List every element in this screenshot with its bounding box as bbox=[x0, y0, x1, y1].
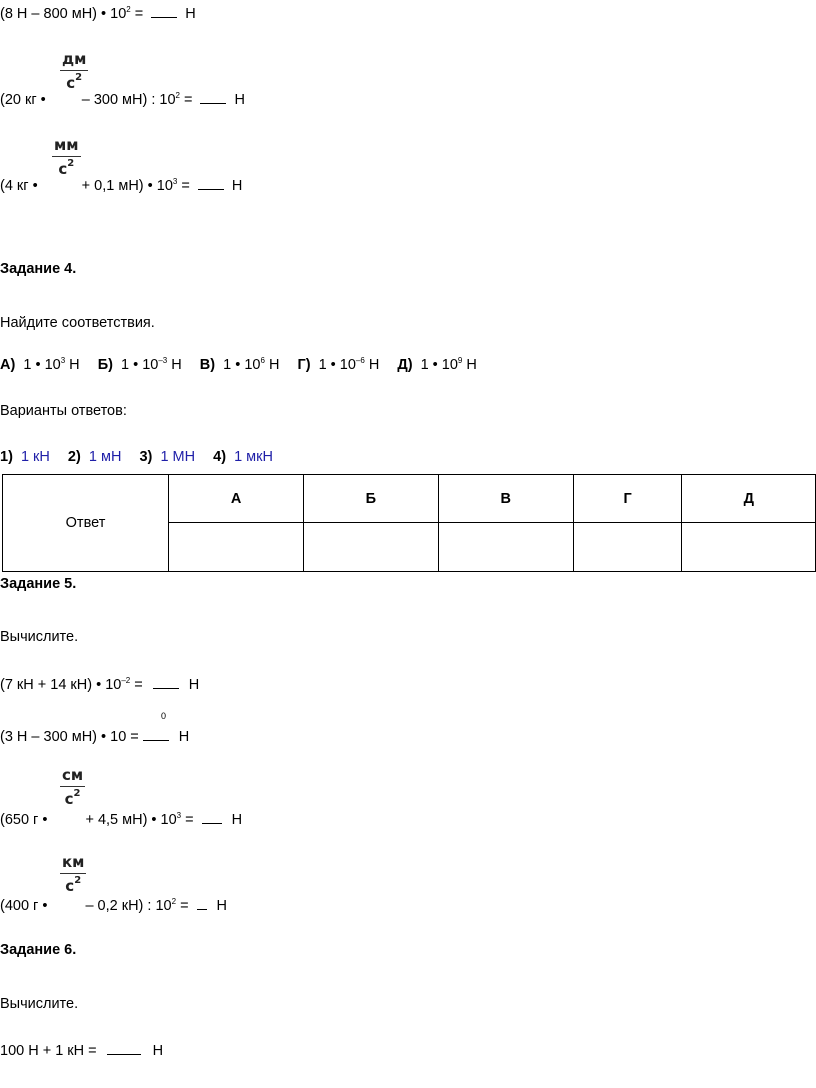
variants-label: Варианты ответов: bbox=[0, 403, 127, 419]
expression-line: (650 г • + 4,5 мН) • $10^3 = Н$ bbox=[0, 811, 243, 828]
answer-blank[interactable] bbox=[202, 812, 222, 824]
answer-blank[interactable] bbox=[198, 178, 224, 190]
expression-line: (3 Н – 300 мН) • 10 = Н bbox=[0, 729, 190, 745]
option-v: В) 1 • $10^6$ Н bbox=[199, 356, 280, 373]
answer-row-label: Ответ bbox=[3, 475, 169, 572]
answer-cell[interactable] bbox=[304, 523, 438, 572]
variant-4: 1 мкН bbox=[234, 449, 273, 465]
fraction-km-per-s2: км $с^2$ bbox=[62, 853, 85, 895]
task4-instruction: Найдите соответствия. bbox=[0, 315, 155, 331]
answer-cell[interactable] bbox=[169, 523, 304, 572]
task5-instruction: Вычислите. bbox=[0, 629, 79, 645]
task4-variants: 1) 1 кН 2) 1 мН 3) 1 МН 4) 1 мкН bbox=[0, 449, 273, 465]
stray-superscript: 0 bbox=[161, 711, 167, 721]
expression-line: (4 кг • + 0,1 мН) • $10^3 = Н$ bbox=[0, 177, 243, 194]
expression-line: (20 кг • – 300 мН) : $10^2 = Н$ bbox=[0, 91, 245, 108]
variant-2: 1 мН bbox=[88, 449, 122, 465]
answer-blank[interactable] bbox=[151, 6, 177, 18]
task4-options bbox=[0, 358, 477, 373]
expression-line: (7 кН + 14 кН) • $10^{-2} = Н$ bbox=[0, 676, 200, 693]
answer-table bbox=[2, 474, 816, 572]
option-a: А) 1 • $10^3$ Н bbox=[0, 356, 80, 373]
answer-blank[interactable] bbox=[143, 729, 169, 741]
option-b: Б) 1 • $10^{-3}$ Н bbox=[97, 356, 182, 373]
task4-title: Задание 4. bbox=[0, 261, 77, 277]
answer-cell[interactable] bbox=[682, 523, 816, 572]
fraction-mm-per-s2: мм $с^2$ bbox=[54, 136, 79, 178]
answer-blank[interactable] bbox=[107, 1043, 141, 1055]
task6-instruction: Вычислите. bbox=[0, 996, 79, 1012]
answer-blank[interactable] bbox=[197, 898, 207, 910]
column-header: Д bbox=[682, 475, 816, 523]
column-header: Г bbox=[573, 475, 682, 523]
task5-title: Задание 5. bbox=[0, 576, 77, 592]
variant-1: 1 кН bbox=[20, 449, 50, 465]
answer-cell[interactable] bbox=[573, 523, 682, 572]
variant-3: 1 МН bbox=[160, 449, 196, 465]
expression-line: (400 г • – 0,2 кН) : $10^2 = Н$ bbox=[0, 897, 228, 914]
answer-blank[interactable] bbox=[153, 677, 179, 689]
column-header: В bbox=[438, 475, 573, 523]
option-g: Г) 1 • $10^{-6}$ Н bbox=[297, 356, 380, 373]
answer-cell[interactable] bbox=[438, 523, 573, 572]
column-header: А bbox=[169, 475, 304, 523]
task6-title: Задание 6. bbox=[0, 942, 77, 958]
option-d: Д) 1 • $10^9$ Н bbox=[397, 356, 477, 373]
fraction-sm-per-s2: см $с^2$ bbox=[62, 766, 84, 808]
expression-line: (8 Н – 800 мН) • $10^2 = Н$ bbox=[0, 5, 196, 22]
column-header: Б bbox=[304, 475, 438, 523]
fraction-dm-per-s2: дм $с^2$ bbox=[62, 50, 87, 92]
expression-line: 100 Н + 1 кН = Н bbox=[0, 1043, 164, 1059]
answer-blank[interactable] bbox=[200, 92, 226, 104]
